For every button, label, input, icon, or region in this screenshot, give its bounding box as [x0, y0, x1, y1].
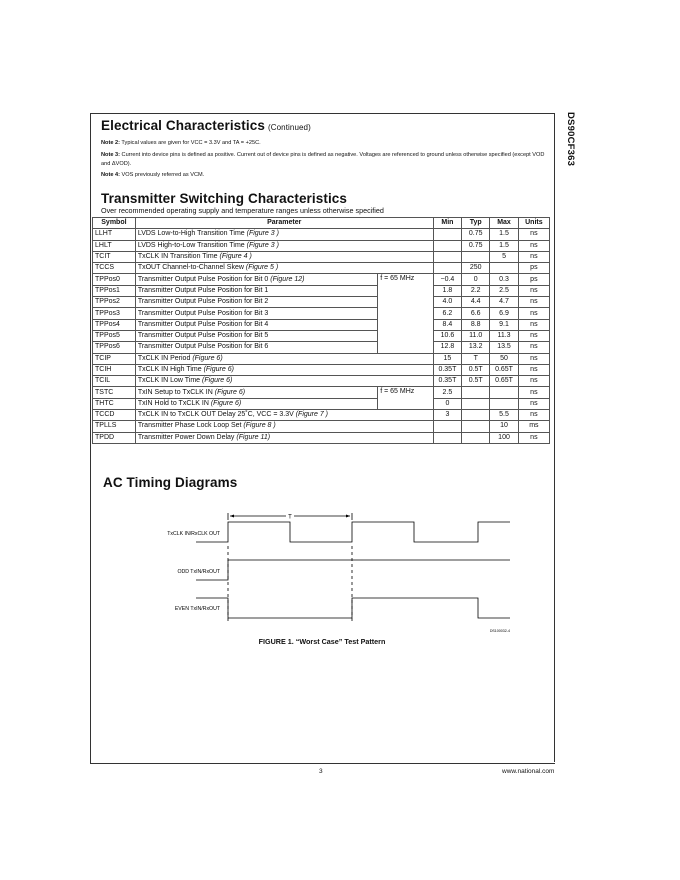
cell-parameter: TxCLK IN to TxCLK OUT Delay 25˚C, VCC = 3.3V (Figure 7 )	[135, 410, 433, 421]
table-row	[93, 421, 550, 432]
cell-max: 10	[490, 421, 518, 432]
switching-heading: Transmitter Switching Characteristics	[101, 191, 348, 206]
cell-symbol: LLHT	[93, 229, 136, 240]
table-row	[93, 432, 550, 443]
cell-parameter: LVDS Low-to-High Transition Time (Figure 3 )	[135, 229, 433, 240]
figure-caption: FIGURE 1. “Worst Case” Test Pattern	[258, 637, 386, 646]
cell-units: ns	[518, 240, 549, 251]
cell-max: 4.7	[490, 297, 518, 308]
cell-max: 100	[490, 432, 518, 443]
even-waveform	[196, 598, 510, 618]
cell-units: ns	[518, 319, 549, 330]
cell-condition: f = 65 MHz	[378, 387, 433, 410]
cell-min	[433, 421, 461, 432]
table-row	[93, 398, 550, 409]
cell-units: ns	[518, 251, 549, 262]
table-row	[93, 285, 550, 296]
table-row	[93, 330, 550, 341]
cell-parameter: TxOUT Channel-to-Channel Skew (Figure 5 )	[135, 263, 433, 274]
table-row	[93, 297, 550, 308]
cell-symbol: TPPos4	[93, 319, 136, 330]
cell-min: 0.35T	[433, 364, 461, 375]
cell-typ: 2.2	[462, 285, 490, 296]
cell-max: 13.5	[490, 342, 518, 353]
cell-min	[433, 432, 461, 443]
cell-parameter: Transmitter Output Pulse Position for Bit 0 (Figure 12)	[135, 274, 377, 285]
cell-units: ms	[518, 421, 549, 432]
table-row	[93, 410, 550, 421]
cell-units: ns	[518, 342, 549, 353]
cell-typ: 0.75	[462, 240, 490, 251]
cell-max: 0.3	[490, 274, 518, 285]
cell-max	[490, 387, 518, 398]
cell-parameter: Transmitter Output Pulse Position for Bit 2	[135, 297, 377, 308]
cell-max: 0.65T	[490, 364, 518, 375]
cell-parameter: TxCLK IN High Time (Figure 6)	[135, 364, 433, 375]
cell-max: 5.5	[490, 410, 518, 421]
cell-max: 1.5	[490, 240, 518, 251]
note-3: Note 3: Current into device pins is defined as positive. Current out of device pins is defined as negative. Voltages are referenced to ground unless otherwise specified (except VOD and ΔVOD).	[101, 151, 545, 167]
cell-min	[433, 251, 461, 262]
odd-signal-label: ODD TxIN/RxOUT	[177, 569, 220, 575]
cell-parameter: Transmitter Output Pulse Position for Bit 1	[135, 285, 377, 296]
cell-units: ns	[518, 364, 549, 375]
cell-min: 12.8	[433, 342, 461, 353]
cell-units: ns	[518, 308, 549, 319]
cell-max: 50	[490, 353, 518, 364]
cell-units: ns	[518, 330, 549, 341]
cell-min: 0	[433, 398, 461, 409]
cell-typ: 13.2	[462, 342, 490, 353]
cell-symbol: TPPos2	[93, 297, 136, 308]
table-row	[93, 263, 550, 274]
cell-typ: 11.0	[462, 330, 490, 341]
table-row	[93, 364, 550, 375]
cell-units: ns	[518, 229, 549, 240]
cell-parameter: TxIN Hold to TxCLK IN (Figure 6)	[135, 398, 377, 409]
cell-min: 0.35T	[433, 376, 461, 387]
part-number: DS90CF363	[565, 112, 576, 167]
col-units: Units	[518, 218, 549, 229]
cell-parameter: LVDS High-to-Low Transition Time (Figure 3 )	[135, 240, 433, 251]
cell-symbol: TCIT	[93, 251, 136, 262]
cell-min: 10.6	[433, 330, 461, 341]
cell-symbol: TPDD	[93, 432, 136, 443]
cell-symbol: TCIH	[93, 364, 136, 375]
cell-typ: 4.4	[462, 297, 490, 308]
cell-typ: 8.8	[462, 319, 490, 330]
cell-symbol: TCIL	[93, 376, 136, 387]
footer-url[interactable]: www.national.com	[502, 768, 555, 775]
cell-typ	[462, 421, 490, 432]
cell-symbol: TSTC	[93, 387, 136, 398]
cell-parameter: Transmitter Power Down Delay (Figure 11)	[135, 432, 433, 443]
cell-condition: f = 65 MHz	[378, 274, 433, 353]
cell-parameter: TxCLK IN Period (Figure 6)	[135, 353, 433, 364]
cell-parameter: Transmitter Output Pulse Position for Bit 3	[135, 308, 377, 319]
table-header-row	[93, 218, 550, 229]
cell-max: 9.1	[490, 319, 518, 330]
cell-symbol: TPPos5	[93, 330, 136, 341]
col-typ: Typ	[462, 218, 490, 229]
switching-subheading: Over recommended operating supply and temperature ranges unless otherwise specified	[101, 206, 384, 215]
note-4: Note 4: VOS previously referred as VCM.	[101, 172, 205, 178]
table-row	[93, 274, 550, 285]
cell-min: −0.4	[433, 274, 461, 285]
cell-parameter: Transmitter Output Pulse Position for Bit 6	[135, 342, 377, 353]
table-row	[93, 376, 550, 387]
table-row	[93, 229, 550, 240]
cell-typ	[462, 432, 490, 443]
cell-min: 8.4	[433, 319, 461, 330]
table-row	[93, 251, 550, 262]
table-row	[93, 308, 550, 319]
cell-min	[433, 229, 461, 240]
electrical-heading: Electrical Characteristics (Continued)	[101, 118, 311, 133]
cell-symbol: TCIP	[93, 353, 136, 364]
side-divider	[554, 113, 555, 762]
cell-min: 1.8	[433, 285, 461, 296]
cell-min	[433, 263, 461, 274]
cell-units: ns	[518, 410, 549, 421]
cell-min: 4.0	[433, 297, 461, 308]
cell-max: 1.5	[490, 229, 518, 240]
cell-max: 6.9	[490, 308, 518, 319]
clk-signal-label: TxCLK IN/RxCLK OUT	[167, 531, 220, 537]
cell-symbol: TPPos3	[93, 308, 136, 319]
cell-parameter: Transmitter Output Pulse Position for Bit 5	[135, 330, 377, 341]
cell-units: ns	[518, 297, 549, 308]
cell-typ	[462, 410, 490, 421]
timing-diagram	[90, 500, 554, 640]
cell-symbol: LHLT	[93, 240, 136, 251]
cell-parameter: TxIN Setup to TxCLK IN (Figure 6)	[135, 387, 377, 398]
cell-typ: 0.5T	[462, 364, 490, 375]
cell-typ: T	[462, 353, 490, 364]
cell-typ: 250	[462, 263, 490, 274]
cell-max	[490, 398, 518, 409]
cell-parameter: Transmitter Output Pulse Position for Bit 4	[135, 319, 377, 330]
cell-max	[490, 263, 518, 274]
page-number: 3	[319, 768, 323, 775]
period-arrowhead-left	[230, 515, 234, 518]
col-max: Max	[490, 218, 518, 229]
col-parameter: Parameter	[135, 218, 433, 229]
cell-symbol: THTC	[93, 398, 136, 409]
period-arrowhead-right	[346, 515, 350, 518]
cell-min: 2.5	[433, 387, 461, 398]
col-min: Min	[433, 218, 461, 229]
notes	[101, 139, 547, 183]
cell-symbol: TPPos1	[93, 285, 136, 296]
ac-timing-heading: AC Timing Diagrams	[103, 475, 238, 490]
cell-parameter: TxCLK IN Low Time (Figure 6)	[135, 376, 433, 387]
cell-units: ns	[518, 432, 549, 443]
cell-typ	[462, 387, 490, 398]
even-signal-label: EVEN TxIN/RxOUT	[174, 606, 220, 612]
cell-max: 0.65T	[490, 376, 518, 387]
cell-max: 5	[490, 251, 518, 262]
odd-waveform	[196, 560, 510, 580]
cell-typ: 0	[462, 274, 490, 285]
cell-parameter: Transmitter Phase Lock Loop Set (Figure 8 )	[135, 421, 433, 432]
cell-units: ps	[518, 274, 549, 285]
cell-min: 3	[433, 410, 461, 421]
table-row	[93, 342, 550, 353]
cell-typ	[462, 251, 490, 262]
table-row	[93, 319, 550, 330]
cell-max: 2.5	[490, 285, 518, 296]
cell-min: 15	[433, 353, 461, 364]
cell-min: 6.2	[433, 308, 461, 319]
cell-units: ns	[518, 376, 549, 387]
table-row	[93, 387, 550, 398]
cell-symbol: TPLLS	[93, 421, 136, 432]
cell-typ: 0.5T	[462, 376, 490, 387]
col-symbol: Symbol	[93, 218, 136, 229]
cell-typ: 6.6	[462, 308, 490, 319]
cell-symbol: TCCD	[93, 410, 136, 421]
cell-max: 11.3	[490, 330, 518, 341]
cell-units: ns	[518, 387, 549, 398]
cell-units: ns	[518, 398, 549, 409]
period-label: T	[288, 514, 292, 521]
cell-symbol: TPPos6	[93, 342, 136, 353]
cell-symbol: TCCS	[93, 263, 136, 274]
cell-units: ns	[518, 285, 549, 296]
table-row	[93, 240, 550, 251]
cell-symbol: TPPos0	[93, 274, 136, 285]
cell-min	[433, 240, 461, 251]
note-2: Note 2: Typical values are given for VCC = 3.3V and TA = +25C.	[101, 140, 261, 146]
table-row	[93, 353, 550, 364]
cell-typ	[462, 398, 490, 409]
cell-units: ps	[518, 263, 549, 274]
clk-waveform	[196, 522, 510, 542]
cell-units: ns	[518, 353, 549, 364]
cell-typ: 0.75	[462, 229, 490, 240]
switching-table	[92, 217, 550, 444]
figure-id: DS100032-4	[489, 629, 510, 633]
cell-parameter: TxCLK IN Transition Time (Figure 4 )	[135, 251, 433, 262]
